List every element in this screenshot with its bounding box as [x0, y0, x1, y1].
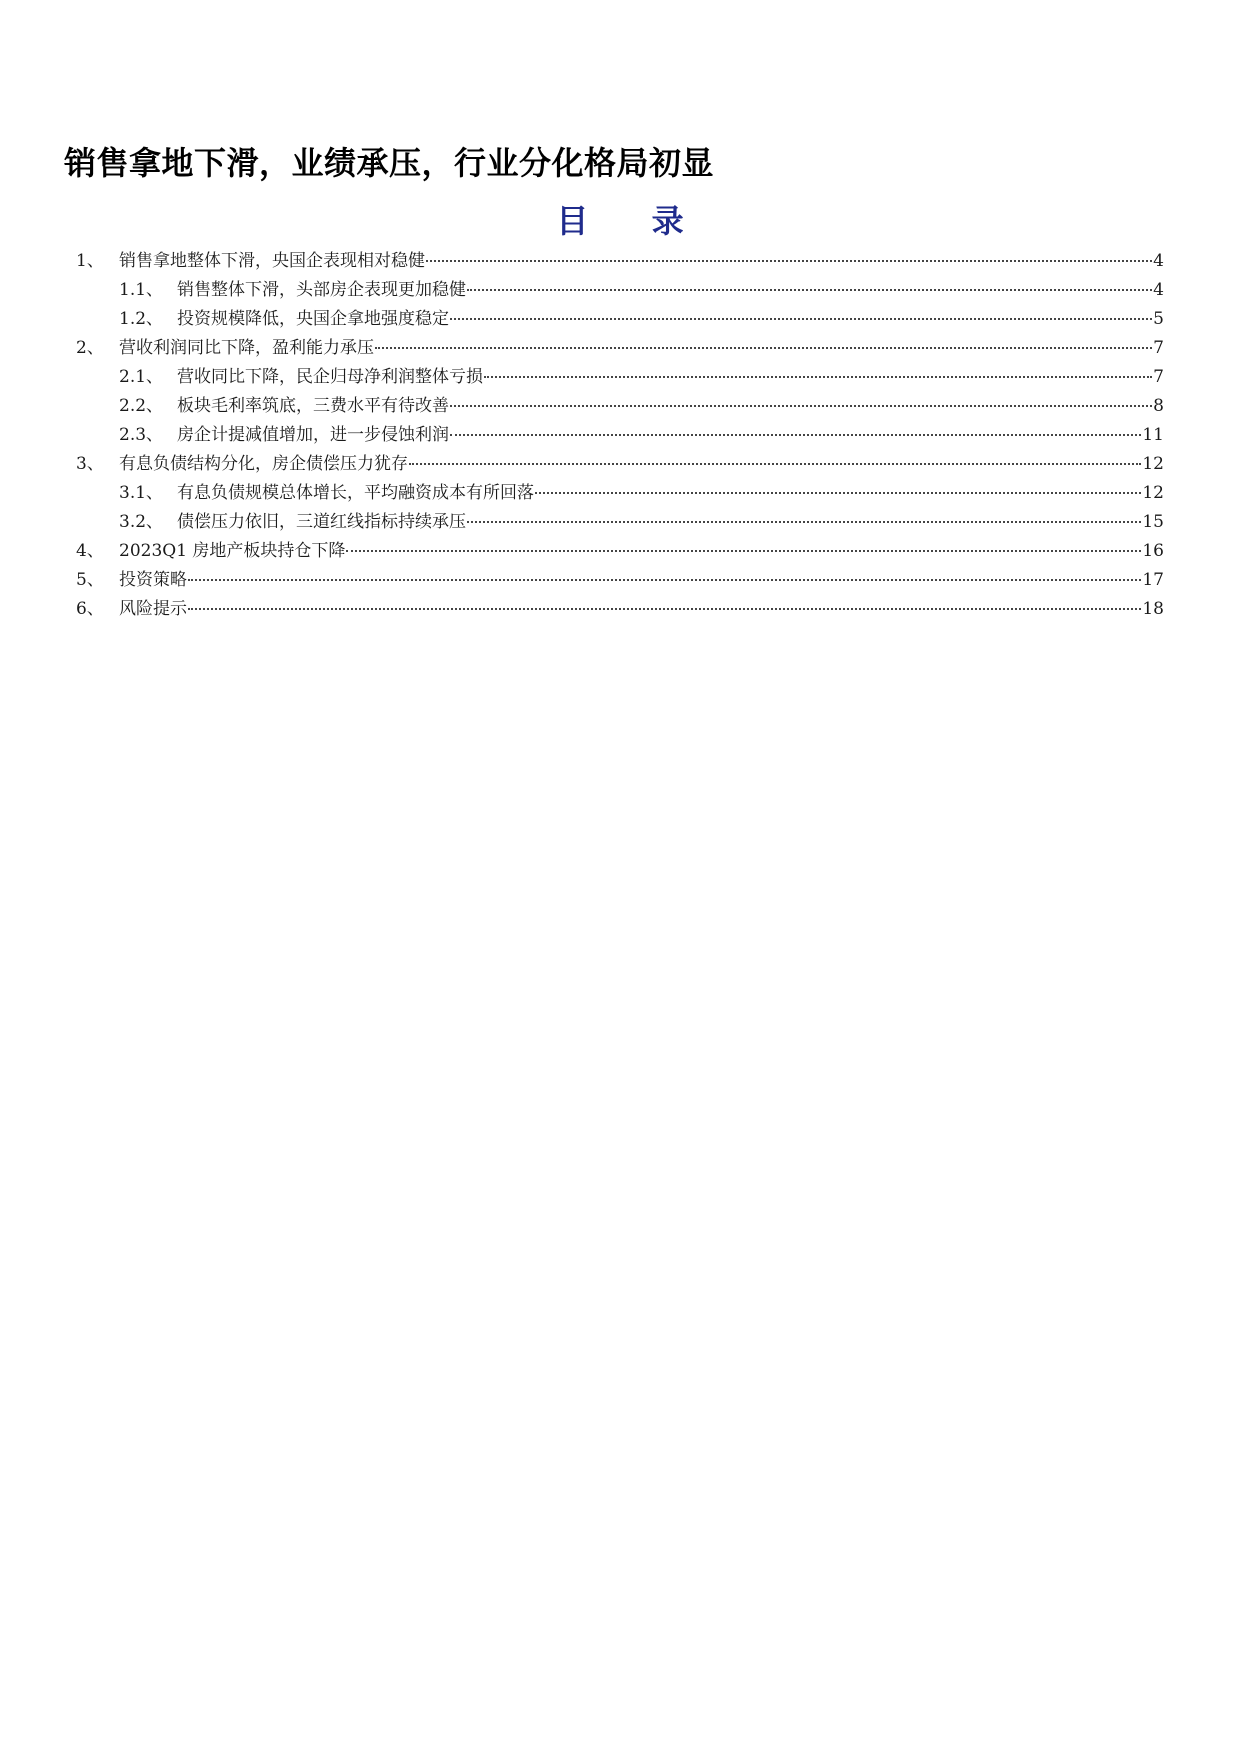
toc-entry-number: 3、: [76, 454, 104, 474]
toc-entry[interactable]: [119, 393, 1164, 419]
toc-entry[interactable]: [119, 422, 1164, 448]
toc-entry[interactable]: [119, 509, 1164, 535]
toc-entry[interactable]: [76, 567, 1164, 593]
toc-leader-dots: [535, 491, 1141, 494]
toc-entry-title: 债偿压力依旧，三道红线指标持续承压: [177, 512, 466, 532]
toc-entry-title: 风险提示: [119, 599, 187, 619]
toc-leader-dots: [188, 607, 1141, 610]
toc-entry-number: 2.2、: [119, 396, 164, 416]
toc-entry-title: 销售拿地整体下滑，央国企表现相对稳健: [119, 251, 425, 271]
toc-entry-number: 1.1、: [119, 280, 164, 300]
toc-entry-page: 15: [1142, 512, 1164, 532]
toc-entry-page: 12: [1142, 454, 1164, 474]
toc-entry[interactable]: [76, 538, 1164, 564]
toc-entry-title: 房企计提减值增加，进一步侵蚀利润: [177, 425, 449, 445]
toc-entry[interactable]: [119, 306, 1164, 332]
toc-entry-number: 1、: [76, 251, 104, 271]
toc-leader-dots: [346, 549, 1141, 552]
toc-entry[interactable]: [119, 364, 1164, 390]
toc-leader-dots: [467, 520, 1141, 523]
toc-leader-dots: [188, 578, 1141, 581]
toc-entry-page: 7: [1153, 367, 1164, 387]
toc-entry[interactable]: [76, 596, 1164, 622]
toc-heading: 目 录: [556, 202, 710, 240]
toc-entry-page: 18: [1142, 599, 1164, 619]
toc-leader-dots: [467, 288, 1152, 291]
toc-entry-title: 投资规模降低，央国企拿地强度稳定: [177, 309, 449, 329]
toc-entry-title: 有息负债规模总体增长，平均融资成本有所回落: [177, 483, 534, 503]
toc-entry[interactable]: [76, 335, 1164, 361]
toc-entry-number: 5、: [76, 570, 104, 590]
toc-leader-dots: [375, 346, 1152, 349]
toc-entry[interactable]: [119, 277, 1164, 303]
toc-entry[interactable]: [76, 451, 1164, 477]
toc-entry-number: 4、: [76, 541, 104, 561]
toc-entry-page: 7: [1153, 338, 1164, 358]
toc-entry-page: 17: [1142, 570, 1164, 590]
toc-entry-number: 2、: [76, 338, 104, 358]
toc-entry-number: 3.1、: [119, 483, 164, 503]
toc-leader-dots: [426, 259, 1152, 262]
toc-entry-page: 16: [1142, 541, 1164, 561]
toc-entry-number: 1.2、: [119, 309, 164, 329]
toc-entry-page: 8: [1153, 396, 1164, 416]
toc-entry-title: 销售整体下滑，头部房企表现更加稳健: [177, 280, 466, 300]
toc-entry-title: 营收利润同比下降，盈利能力承压: [119, 338, 374, 358]
toc-entry-number: 6、: [76, 599, 104, 619]
toc-entry-title: 2023Q1 房地产板块持仓下降: [119, 541, 346, 561]
toc-entry-title: 有息负债结构分化，房企债偿压力犹存: [119, 454, 408, 474]
toc-entry-page: 5: [1153, 309, 1164, 329]
toc-entry-page: 4: [1153, 280, 1164, 300]
toc-leader-dots: [450, 317, 1152, 320]
toc-entry-title: 营收同比下降，民企归母净利润整体亏损: [177, 367, 483, 387]
report-title: 销售拿地下滑，业绩承压，行业分化格局初显: [64, 144, 715, 182]
toc-entry-title: 投资策略: [119, 570, 187, 590]
toc-entry[interactable]: [119, 480, 1164, 506]
toc-leader-dots: [484, 375, 1152, 378]
toc-entry-number: 2.1、: [119, 367, 164, 387]
toc-entry-page: 4: [1153, 251, 1164, 271]
toc-entry[interactable]: [76, 248, 1164, 274]
toc-leader-dots: [450, 404, 1152, 407]
toc-entry-page: 11: [1142, 425, 1164, 445]
toc-leader-dots: [409, 462, 1141, 465]
toc-leader-dots: [450, 433, 1141, 436]
toc-entry-page: 12: [1142, 483, 1164, 503]
toc-entry-number: 2.3、: [119, 425, 164, 445]
toc-entry-number: 3.2、: [119, 512, 164, 532]
toc-entry-title: 板块毛利率筑底，三费水平有待改善: [177, 396, 449, 416]
